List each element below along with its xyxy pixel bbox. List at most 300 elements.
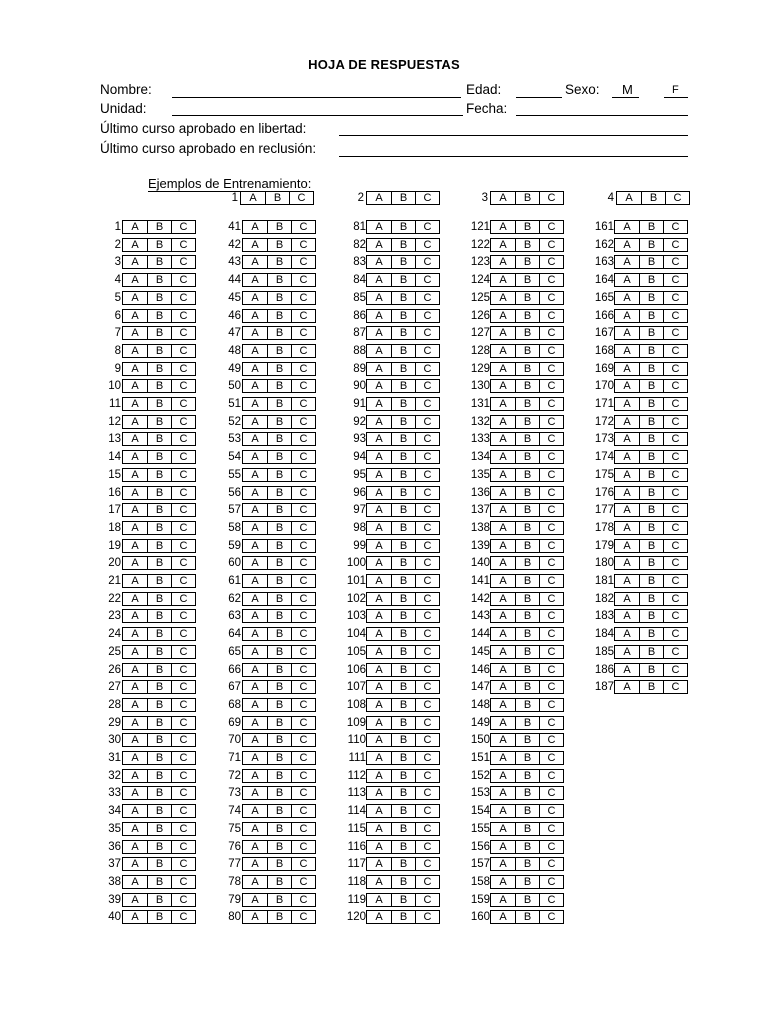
question-51-option-c[interactable]: C	[291, 398, 315, 410]
question-135-option-a[interactable]: A	[499, 469, 507, 481]
question-154-option-b[interactable]: B	[515, 805, 539, 817]
question-76-option-a[interactable]: A	[251, 841, 259, 853]
question-160-option-c[interactable]: C	[539, 911, 563, 923]
question-107-option-b[interactable]: B	[391, 681, 415, 693]
question-158-option-c[interactable]: C	[539, 876, 563, 888]
question-124-option-c[interactable]: C	[539, 274, 563, 286]
question-173-option-a[interactable]: A	[623, 433, 631, 445]
question-24-option-b[interactable]: B	[147, 628, 171, 640]
question-43-option-c[interactable]: C	[291, 256, 315, 268]
question-2-option-a[interactable]: A	[131, 239, 139, 251]
question-93-option-a[interactable]: A	[375, 433, 383, 445]
question-83-option-b[interactable]: B	[391, 256, 415, 268]
question-143-option-a[interactable]: A	[499, 610, 507, 622]
question-118-option-b[interactable]: B	[391, 876, 415, 888]
question-36-option-c[interactable]: C	[171, 841, 195, 853]
question-187-option-c[interactable]: C	[663, 681, 687, 693]
question-59-option-c[interactable]: C	[291, 540, 315, 552]
question-170-option-b[interactable]: B	[639, 380, 663, 392]
question-143-option-b[interactable]: B	[515, 610, 539, 622]
question-77-option-b[interactable]: B	[267, 858, 291, 870]
question-124-option-a[interactable]: A	[499, 274, 507, 286]
question-91-option-b[interactable]: B	[391, 398, 415, 410]
question-65-option-a[interactable]: A	[251, 646, 259, 658]
question-39-option-b[interactable]: B	[147, 894, 171, 906]
question-156-option-c[interactable]: C	[539, 841, 563, 853]
question-103-option-b[interactable]: B	[391, 610, 415, 622]
question-56-option-a[interactable]: A	[251, 487, 259, 499]
question-106-option-b[interactable]: B	[391, 664, 415, 676]
question-16-option-b[interactable]: B	[147, 487, 171, 499]
question-95-option-b[interactable]: B	[391, 469, 415, 481]
question-168-option-b[interactable]: B	[639, 345, 663, 357]
question-70-option-c[interactable]: C	[291, 734, 315, 746]
question-73-option-a[interactable]: A	[251, 787, 259, 799]
question-19-option-b[interactable]: B	[147, 540, 171, 552]
question-88-option-a[interactable]: A	[375, 345, 383, 357]
question-45-option-c[interactable]: C	[291, 292, 315, 304]
question-149-option-a[interactable]: A	[499, 717, 507, 729]
question-96-option-a[interactable]: A	[375, 487, 383, 499]
question-184-option-b[interactable]: B	[639, 628, 663, 640]
question-146-option-b[interactable]: B	[515, 664, 539, 676]
question-161-option-a[interactable]: A	[623, 221, 631, 233]
question-11-option-a[interactable]: A	[131, 398, 139, 410]
question-102-option-b[interactable]: B	[391, 593, 415, 605]
question-158-option-b[interactable]: B	[515, 876, 539, 888]
question-181-option-c[interactable]: C	[663, 575, 687, 587]
question-85-option-c[interactable]: C	[415, 292, 439, 304]
question-69-option-b[interactable]: B	[267, 717, 291, 729]
example-3-option-a[interactable]: A	[499, 192, 507, 204]
question-139-option-a[interactable]: A	[499, 540, 507, 552]
question-69-option-c[interactable]: C	[291, 717, 315, 729]
question-39-option-a[interactable]: A	[131, 894, 139, 906]
question-59-option-a[interactable]: A	[251, 540, 259, 552]
question-101-option-a[interactable]: A	[375, 575, 383, 587]
question-160-option-a[interactable]: A	[499, 911, 507, 923]
question-60-option-b[interactable]: B	[267, 557, 291, 569]
question-71-option-b[interactable]: B	[267, 752, 291, 764]
question-180-option-a[interactable]: A	[623, 557, 631, 569]
question-33-option-b[interactable]: B	[147, 787, 171, 799]
question-180-option-b[interactable]: B	[639, 557, 663, 569]
question-62-option-b[interactable]: B	[267, 593, 291, 605]
question-28-option-b[interactable]: B	[147, 699, 171, 711]
question-76-option-c[interactable]: C	[291, 841, 315, 853]
question-112-option-c[interactable]: C	[415, 770, 439, 782]
question-87-option-b[interactable]: B	[391, 327, 415, 339]
question-135-option-c[interactable]: C	[539, 469, 563, 481]
question-23-option-c[interactable]: C	[171, 610, 195, 622]
question-16-option-c[interactable]: C	[171, 487, 195, 499]
question-53-option-a[interactable]: A	[251, 433, 259, 445]
question-85-option-a[interactable]: A	[375, 292, 383, 304]
question-101-option-c[interactable]: C	[415, 575, 439, 587]
question-89-option-c[interactable]: C	[415, 363, 439, 375]
question-29-option-a[interactable]: A	[131, 717, 139, 729]
question-178-option-a[interactable]: A	[623, 522, 631, 534]
question-142-option-b[interactable]: B	[515, 593, 539, 605]
question-82-option-b[interactable]: B	[391, 239, 415, 251]
question-113-option-c[interactable]: C	[415, 787, 439, 799]
question-84-option-c[interactable]: C	[415, 274, 439, 286]
question-157-option-a[interactable]: A	[499, 858, 507, 870]
question-18-option-b[interactable]: B	[147, 522, 171, 534]
question-156-option-a[interactable]: A	[499, 841, 507, 853]
question-49-option-a[interactable]: A	[251, 363, 259, 375]
question-170-option-a[interactable]: A	[623, 380, 631, 392]
question-141-option-a[interactable]: A	[499, 575, 507, 587]
question-121-option-c[interactable]: C	[539, 221, 563, 233]
question-3-option-a[interactable]: A	[131, 256, 139, 268]
question-122-option-b[interactable]: B	[515, 239, 539, 251]
question-166-option-c[interactable]: C	[663, 310, 687, 322]
question-121-option-a[interactable]: A	[499, 221, 507, 233]
question-116-option-b[interactable]: B	[391, 841, 415, 853]
question-62-option-c[interactable]: C	[291, 593, 315, 605]
question-152-option-b[interactable]: B	[515, 770, 539, 782]
question-42-option-c[interactable]: C	[291, 239, 315, 251]
question-68-option-c[interactable]: C	[291, 699, 315, 711]
question-71-option-c[interactable]: C	[291, 752, 315, 764]
question-136-option-c[interactable]: C	[539, 487, 563, 499]
question-181-option-b[interactable]: B	[639, 575, 663, 587]
question-153-option-a[interactable]: A	[499, 787, 507, 799]
question-100-option-c[interactable]: C	[415, 557, 439, 569]
question-111-option-a[interactable]: A	[375, 752, 383, 764]
question-2-option-b[interactable]: B	[147, 239, 171, 251]
question-186-option-a[interactable]: A	[623, 664, 631, 676]
question-92-option-c[interactable]: C	[415, 416, 439, 428]
question-71-option-a[interactable]: A	[251, 752, 259, 764]
example-3-option-b[interactable]: B	[515, 192, 539, 204]
question-91-option-a[interactable]: A	[375, 398, 383, 410]
question-21-option-c[interactable]: C	[171, 575, 195, 587]
question-99-option-c[interactable]: C	[415, 540, 439, 552]
question-98-option-b[interactable]: B	[391, 522, 415, 534]
question-171-option-a[interactable]: A	[623, 398, 631, 410]
question-132-option-b[interactable]: B	[515, 416, 539, 428]
question-148-option-b[interactable]: B	[515, 699, 539, 711]
question-128-option-c[interactable]: C	[539, 345, 563, 357]
question-75-option-c[interactable]: C	[291, 823, 315, 835]
question-70-option-b[interactable]: B	[267, 734, 291, 746]
question-69-option-a[interactable]: A	[251, 717, 259, 729]
question-38-option-c[interactable]: C	[171, 876, 195, 888]
question-14-option-b[interactable]: B	[147, 451, 171, 463]
question-97-option-c[interactable]: C	[415, 504, 439, 516]
question-48-option-a[interactable]: A	[251, 345, 259, 357]
question-130-option-c[interactable]: C	[539, 380, 563, 392]
question-109-option-a[interactable]: A	[375, 717, 383, 729]
question-159-option-b[interactable]: B	[515, 894, 539, 906]
question-166-option-b[interactable]: B	[639, 310, 663, 322]
question-179-option-b[interactable]: B	[639, 540, 663, 552]
question-84-option-b[interactable]: B	[391, 274, 415, 286]
question-120-option-c[interactable]: C	[415, 911, 439, 923]
question-106-option-c[interactable]: C	[415, 664, 439, 676]
question-155-option-c[interactable]: C	[539, 823, 563, 835]
question-103-option-c[interactable]: C	[415, 610, 439, 622]
question-4-option-a[interactable]: A	[131, 274, 139, 286]
question-22-option-a[interactable]: A	[131, 593, 139, 605]
question-24-option-c[interactable]: C	[171, 628, 195, 640]
question-118-option-c[interactable]: C	[415, 876, 439, 888]
question-175-option-b[interactable]: B	[639, 469, 663, 481]
question-72-option-a[interactable]: A	[251, 770, 259, 782]
question-19-option-a[interactable]: A	[131, 540, 139, 552]
question-1-option-a[interactable]: A	[131, 221, 139, 233]
question-178-option-c[interactable]: C	[663, 522, 687, 534]
question-112-option-a[interactable]: A	[375, 770, 383, 782]
question-17-option-a[interactable]: A	[131, 504, 139, 516]
question-92-option-a[interactable]: A	[375, 416, 383, 428]
question-180-option-c[interactable]: C	[663, 557, 687, 569]
question-25-option-c[interactable]: C	[171, 646, 195, 658]
question-67-option-a[interactable]: A	[251, 681, 259, 693]
question-34-option-b[interactable]: B	[147, 805, 171, 817]
question-146-option-a[interactable]: A	[499, 664, 507, 676]
question-96-option-c[interactable]: C	[415, 487, 439, 499]
question-83-option-c[interactable]: C	[415, 256, 439, 268]
question-101-option-b[interactable]: B	[391, 575, 415, 587]
question-89-option-b[interactable]: B	[391, 363, 415, 375]
question-49-option-b[interactable]: B	[267, 363, 291, 375]
question-118-option-a[interactable]: A	[375, 876, 383, 888]
question-112-option-b[interactable]: B	[391, 770, 415, 782]
question-80-option-a[interactable]: A	[251, 911, 259, 923]
question-134-option-b[interactable]: B	[515, 451, 539, 463]
question-109-option-b[interactable]: B	[391, 717, 415, 729]
question-145-option-a[interactable]: A	[499, 646, 507, 658]
question-52-option-c[interactable]: C	[291, 416, 315, 428]
question-15-option-b[interactable]: B	[147, 469, 171, 481]
question-151-option-c[interactable]: C	[539, 752, 563, 764]
question-64-option-a[interactable]: A	[251, 628, 259, 640]
question-142-option-c[interactable]: C	[539, 593, 563, 605]
example-2-option-c[interactable]: C	[415, 192, 439, 204]
question-152-option-c[interactable]: C	[539, 770, 563, 782]
question-4-option-c[interactable]: C	[171, 274, 195, 286]
question-183-option-c[interactable]: C	[663, 610, 687, 622]
question-26-option-b[interactable]: B	[147, 664, 171, 676]
question-124-option-b[interactable]: B	[515, 274, 539, 286]
question-177-option-b[interactable]: B	[639, 504, 663, 516]
question-38-option-a[interactable]: A	[131, 876, 139, 888]
question-95-option-c[interactable]: C	[415, 469, 439, 481]
question-105-option-a[interactable]: A	[375, 646, 383, 658]
question-6-option-b[interactable]: B	[147, 310, 171, 322]
question-13-option-c[interactable]: C	[171, 433, 195, 445]
question-21-option-a[interactable]: A	[131, 575, 139, 587]
question-34-option-a[interactable]: A	[131, 805, 139, 817]
question-167-option-b[interactable]: B	[639, 327, 663, 339]
question-134-option-a[interactable]: A	[499, 451, 507, 463]
question-70-option-a[interactable]: A	[251, 734, 259, 746]
question-127-option-a[interactable]: A	[499, 327, 507, 339]
question-18-option-a[interactable]: A	[131, 522, 139, 534]
question-80-option-b[interactable]: B	[267, 911, 291, 923]
question-181-option-a[interactable]: A	[623, 575, 631, 587]
libertad-field[interactable]	[339, 135, 688, 136]
question-130-option-b[interactable]: B	[515, 380, 539, 392]
question-141-option-c[interactable]: C	[539, 575, 563, 587]
question-185-option-c[interactable]: C	[663, 646, 687, 658]
question-79-option-a[interactable]: A	[251, 894, 259, 906]
question-125-option-c[interactable]: C	[539, 292, 563, 304]
question-3-option-b[interactable]: B	[147, 256, 171, 268]
question-171-option-b[interactable]: B	[639, 398, 663, 410]
question-82-option-c[interactable]: C	[415, 239, 439, 251]
question-107-option-a[interactable]: A	[375, 681, 383, 693]
question-104-option-c[interactable]: C	[415, 628, 439, 640]
question-99-option-a[interactable]: A	[375, 540, 383, 552]
question-108-option-a[interactable]: A	[375, 699, 383, 711]
question-12-option-b[interactable]: B	[147, 416, 171, 428]
question-140-option-b[interactable]: B	[515, 557, 539, 569]
example-4-option-c[interactable]: C	[665, 192, 689, 204]
question-133-option-b[interactable]: B	[515, 433, 539, 445]
question-186-option-c[interactable]: C	[663, 664, 687, 676]
question-22-option-c[interactable]: C	[171, 593, 195, 605]
question-56-option-c[interactable]: C	[291, 487, 315, 499]
question-123-option-c[interactable]: C	[539, 256, 563, 268]
question-130-option-a[interactable]: A	[499, 380, 507, 392]
question-100-option-a[interactable]: A	[375, 557, 383, 569]
question-75-option-b[interactable]: B	[267, 823, 291, 835]
question-35-option-b[interactable]: B	[147, 823, 171, 835]
question-155-option-b[interactable]: B	[515, 823, 539, 835]
question-9-option-c[interactable]: C	[171, 363, 195, 375]
question-108-option-b[interactable]: B	[391, 699, 415, 711]
question-57-option-b[interactable]: B	[267, 504, 291, 516]
example-3-option-c[interactable]: C	[539, 192, 563, 204]
question-20-option-b[interactable]: B	[147, 557, 171, 569]
question-14-option-c[interactable]: C	[171, 451, 195, 463]
question-44-option-c[interactable]: C	[291, 274, 315, 286]
question-3-option-c[interactable]: C	[171, 256, 195, 268]
question-169-option-a[interactable]: A	[623, 363, 631, 375]
question-47-option-b[interactable]: B	[267, 327, 291, 339]
question-80-option-c[interactable]: C	[291, 911, 315, 923]
question-28-option-a[interactable]: A	[131, 699, 139, 711]
question-37-option-b[interactable]: B	[147, 858, 171, 870]
question-74-option-b[interactable]: B	[267, 805, 291, 817]
question-52-option-b[interactable]: B	[267, 416, 291, 428]
question-1-option-c[interactable]: C	[171, 221, 195, 233]
question-68-option-a[interactable]: A	[251, 699, 259, 711]
question-10-option-a[interactable]: A	[131, 380, 139, 392]
question-178-option-b[interactable]: B	[639, 522, 663, 534]
question-53-option-c[interactable]: C	[291, 433, 315, 445]
example-2-option-b[interactable]: B	[391, 192, 415, 204]
question-53-option-b[interactable]: B	[267, 433, 291, 445]
example-4-option-b[interactable]: B	[641, 192, 665, 204]
question-75-option-a[interactable]: A	[251, 823, 259, 835]
question-21-option-b[interactable]: B	[147, 575, 171, 587]
question-88-option-c[interactable]: C	[415, 345, 439, 357]
question-103-option-a[interactable]: A	[375, 610, 383, 622]
question-29-option-b[interactable]: B	[147, 717, 171, 729]
question-66-option-c[interactable]: C	[291, 664, 315, 676]
question-63-option-c[interactable]: C	[291, 610, 315, 622]
question-125-option-a[interactable]: A	[499, 292, 507, 304]
question-8-option-c[interactable]: C	[171, 345, 195, 357]
question-138-option-a[interactable]: A	[499, 522, 507, 534]
question-91-option-c[interactable]: C	[415, 398, 439, 410]
question-42-option-a[interactable]: A	[251, 239, 259, 251]
question-61-option-a[interactable]: A	[251, 575, 259, 587]
question-50-option-b[interactable]: B	[267, 380, 291, 392]
question-81-option-c[interactable]: C	[415, 221, 439, 233]
question-61-option-b[interactable]: B	[267, 575, 291, 587]
question-23-option-a[interactable]: A	[131, 610, 139, 622]
question-94-option-c[interactable]: C	[415, 451, 439, 463]
question-45-option-b[interactable]: B	[267, 292, 291, 304]
question-115-option-c[interactable]: C	[415, 823, 439, 835]
question-4-option-b[interactable]: B	[147, 274, 171, 286]
question-167-option-c[interactable]: C	[663, 327, 687, 339]
question-79-option-c[interactable]: C	[291, 894, 315, 906]
question-166-option-a[interactable]: A	[623, 310, 631, 322]
question-66-option-b[interactable]: B	[267, 664, 291, 676]
question-141-option-b[interactable]: B	[515, 575, 539, 587]
question-10-option-b[interactable]: B	[147, 380, 171, 392]
question-77-option-a[interactable]: A	[251, 858, 259, 870]
question-177-option-a[interactable]: A	[623, 504, 631, 516]
question-131-option-b[interactable]: B	[515, 398, 539, 410]
question-86-option-c[interactable]: C	[415, 310, 439, 322]
question-144-option-c[interactable]: C	[539, 628, 563, 640]
question-138-option-b[interactable]: B	[515, 522, 539, 534]
question-17-option-c[interactable]: C	[171, 504, 195, 516]
question-88-option-b[interactable]: B	[391, 345, 415, 357]
question-54-option-b[interactable]: B	[267, 451, 291, 463]
question-144-option-a[interactable]: A	[499, 628, 507, 640]
question-156-option-b[interactable]: B	[515, 841, 539, 853]
question-164-option-a[interactable]: A	[623, 274, 631, 286]
question-35-option-c[interactable]: C	[171, 823, 195, 835]
question-163-option-a[interactable]: A	[623, 256, 631, 268]
question-187-option-a[interactable]: A	[623, 681, 631, 693]
question-23-option-b[interactable]: B	[147, 610, 171, 622]
question-47-option-a[interactable]: A	[251, 327, 259, 339]
question-139-option-c[interactable]: C	[539, 540, 563, 552]
question-7-option-a[interactable]: A	[131, 327, 139, 339]
question-119-option-b[interactable]: B	[391, 894, 415, 906]
question-48-option-c[interactable]: C	[291, 345, 315, 357]
question-125-option-b[interactable]: B	[515, 292, 539, 304]
question-105-option-b[interactable]: B	[391, 646, 415, 658]
question-142-option-a[interactable]: A	[499, 593, 507, 605]
question-20-option-c[interactable]: C	[171, 557, 195, 569]
question-172-option-c[interactable]: C	[663, 416, 687, 428]
question-147-option-b[interactable]: B	[515, 681, 539, 693]
question-176-option-b[interactable]: B	[639, 487, 663, 499]
question-33-option-c[interactable]: C	[171, 787, 195, 799]
question-11-option-c[interactable]: C	[171, 398, 195, 410]
fecha-field[interactable]	[516, 115, 688, 116]
question-15-option-c[interactable]: C	[171, 469, 195, 481]
question-27-option-a[interactable]: A	[131, 681, 139, 693]
question-120-option-a[interactable]: A	[375, 911, 383, 923]
question-115-option-b[interactable]: B	[391, 823, 415, 835]
question-133-option-c[interactable]: C	[539, 433, 563, 445]
question-68-option-b[interactable]: B	[267, 699, 291, 711]
question-110-option-c[interactable]: C	[415, 734, 439, 746]
question-104-option-b[interactable]: B	[391, 628, 415, 640]
